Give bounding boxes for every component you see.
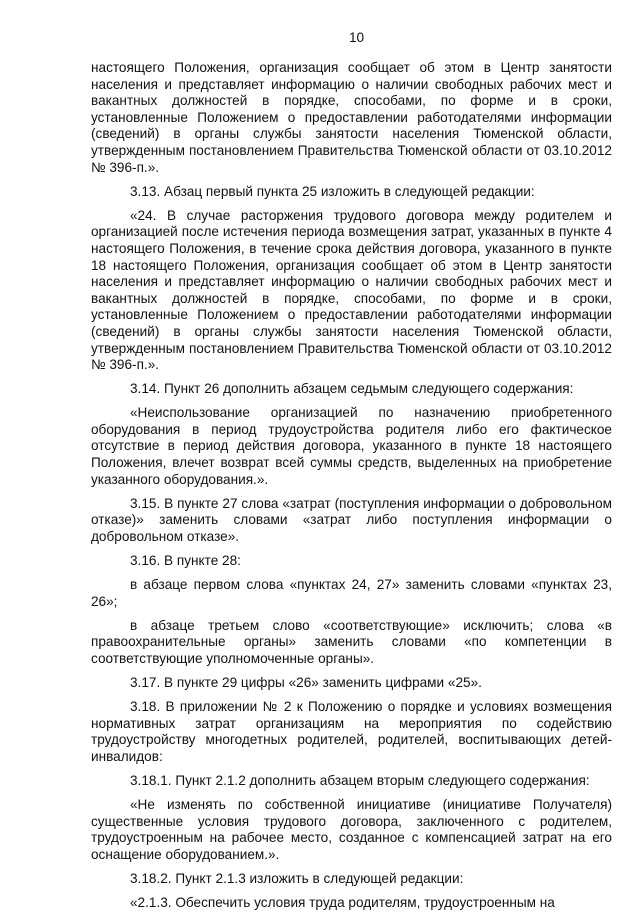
paragraph-3-16: 3.16. В пункте 28: — [130, 553, 241, 569]
paragraph-quote-2-1-3: «2.1.3. Обеспечить условия труда родителям, трудоустроенным на — [130, 895, 555, 911]
paragraph-continuation: настоящего Положения, организация сообщает об этом в Центр занятости населения и представляет информацию о наличии свободных рабочих мест и вакантных должностей в порядке, способами, по форме и в сроки, установленные Положением о предоставлении работодателями информации (сведений) в органы службы занятости населения Тюменской области, утвержденным постановлением Правительства Тюменской области от 03.10.2012 № 396-п.». — [91, 60, 612, 175]
paragraph-quote-equipment: «Неиспользование организацией по назначению приобретенного оборудования в период трудоустройства родителя либо его фактическое отсутствие в период действия договора, указанного в пункте 18 настоящего Положения, влечет возврат всей суммы средств, выделенных на приобретение указанного оборудования.». — [91, 405, 612, 487]
paragraph-3-13: 3.13. Абзац первый пункта 25 изложить в следующей редакции: — [130, 183, 535, 199]
paragraph-3-14: 3.14. Пункт 26 дополнить абзацем седьмым следующего содержания: — [130, 381, 574, 397]
paragraph-3-16-third: в абзаце третьем слово «соответствующие» исключить; слова «в правоохранительные органы» заменить словами «по компетенции в соответствующие уполномоченные органы». — [91, 617, 612, 666]
paragraph-3-16-first: в абзаце первом слова «пунктах 24, 27» заменить словами «пунктах 23, 26»; — [91, 577, 612, 609]
paragraph-3-15: 3.15. В пункте 27 слова «затрат (поступления информации о добровольном отказе)» заменить словами «затрат либо поступления информации о добровольном отказе». — [91, 495, 612, 544]
paragraph-quote-conditions: «Не изменять по собственной инициативе (инициативе Получателя) существенные условия трудового договора, заключенного с родителем, трудоустроенным на рабочее место, созданное с компенсацией затрат на его оснащение оборудованием.». — [91, 797, 612, 862]
paragraph-3-17: 3.17. В пункте 29 цифры «26» заменить цифрами «25». — [130, 675, 482, 691]
paragraph-3-18-1: 3.18.1. Пункт 2.1.2 дополнить абзацем вторым следующего содержания: — [130, 773, 590, 789]
paragraph-3-18: 3.18. В приложении № 2 к Положению о порядке и условиях возмещения нормативных затрат организациям на мероприятия по содействию трудоустройству многодетных родителей, родителей, воспитывающих детей-инвалидов: — [91, 699, 612, 764]
paragraph-3-18-2: 3.18.2. Пункт 2.1.3 изложить в следующей редакции: — [130, 871, 464, 887]
page-number: 10 — [348, 30, 365, 45]
paragraph-quote-24: «24. В случае расторжения трудового договора между родителем и организацией после истечения периода возмещения затрат, указанных в пункте 4 настоящего Положения, в течение срока действия договора, указанного в пункте 18 настоящего Положения, организация сообщает об этом в Центр занятости населения и представляет информацию о наличии свободных рабочих мест и вакантных должностей в порядке, способами, по форме и в сроки, установленные Положением о предоставлении работодателями информации (сведений) в органы службы занятости населения Тюменской области, утвержденным постановлением Правительства Тюменской области от 03.10.2012 № 396-п.». — [91, 207, 612, 373]
